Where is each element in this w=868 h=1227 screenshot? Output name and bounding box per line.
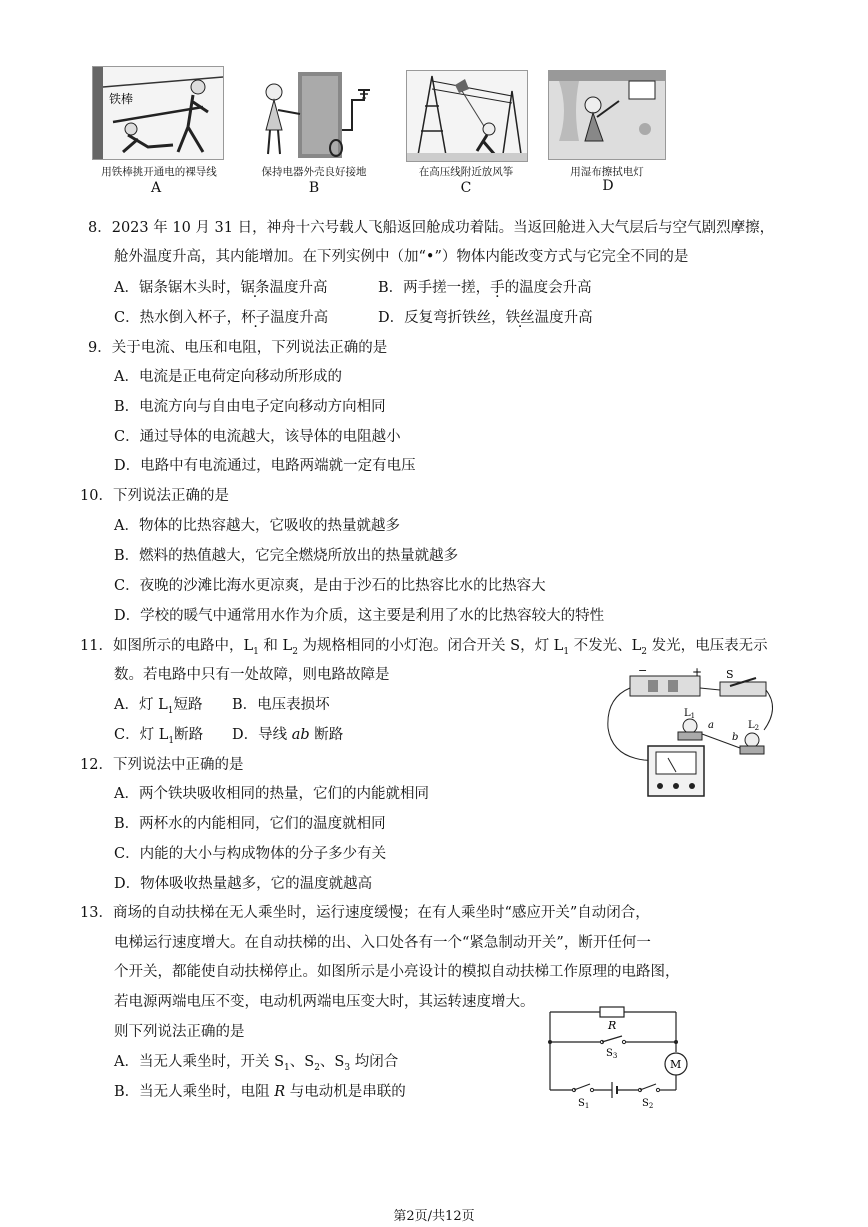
q13-stem-line3: 个开关，都能使自动扶梯停止。如图所示是小亮设计的模拟自动扶梯工作原理的电路图， [114,964,680,980]
q10-option-d: D．学校的暖气中通常用水作为介质，这主要是利用了水的比热容较大的特性 [114,608,605,624]
switch-s2-label: $S_2$ [642,1098,654,1108]
figure-d-letter: D [602,178,614,194]
emphasis-dot-symbol: • [425,249,435,265]
motor-m-label: M [670,1058,682,1071]
q8-stem-line1: 8．2023 年 10 月 31 日，神舟十六号载人飞船返回舱成功着陆。当返回舱进入大气层后与空气剧烈摩擦， [88,220,775,236]
battery-minus-label: − [638,668,648,677]
q12-option-a: A．两个铁块吸收相同的热量，它们的内能就相同 [114,786,429,802]
q11-option-a: A．灯 $L_1$短路 [114,697,203,716]
q9-option-d: D．电路中有电流通过，电路两端就一定有电压 [114,458,416,474]
q10-stem: 10．下列说法正确的是 [80,488,229,504]
q13-stem-line2: 电梯运行速度增大。在自动扶梯的出、入口处各有一个“紧急制动开关”，断开任何一 [114,935,651,951]
switch-s1-label: $S_1$ [578,1098,590,1108]
q12-option-c: C．内能的大小与构成物体的分子多少有关 [114,846,387,862]
figure-a-image [92,66,224,160]
iron-rod-label: 铁棒 [109,92,134,106]
resistor-r-label: R [608,1019,617,1032]
figure-b-caption: 保持电器外壳良好接地 [261,166,367,178]
q11-circuit-figure [604,668,782,800]
q11-stem-line2: 数。若电路中只有一处故障，则电路故障是 [114,667,390,683]
figure-c-image [406,70,528,162]
q11-option-c: C．灯 $L_1$断路 [114,727,204,746]
l1-label: $L_1$ [684,708,696,720]
q9-stem: 9．关于电流、电压和电阻，下列说法正确的是 [88,340,388,356]
figure-c-caption: 在高压线附近放风筝 [418,166,514,178]
q13-stem-line4: 若电源两端电压不变，电动机两端电压变大时，其运转速度增大。 [114,994,535,1010]
q8-option-d: D．反复弯折铁丝，铁丝温度升高 [378,310,593,326]
q12-option-b: B．两杯水的内能相同，它们的温度就相同 [114,816,386,832]
q11-option-d: D．导线 ab 断路 [232,727,344,743]
q11-stem-line1: 11．如图所示的电路中，$L_1$ 和 $L_2$ 为规格相同的小灯泡。闭合开关 S，灯 $L_1$ 不发光、$L_2$ 发光，电压表无示 [80,638,768,657]
page-number-footer: 第2页/共12页 [393,1209,475,1224]
q9-option-a: A．电流是正电荷定向移动所形成的 [114,369,342,385]
figure-a-caption: 用铁棒挑开通电的裸导线 [101,166,217,178]
figure-b-image [252,70,382,158]
q10-option-b: B．燃料的热值越大，它完全燃烧所放出的热量就越多 [114,548,459,564]
q8-option-a: A．锯条锯木头时，锯条温度升高 [114,280,328,296]
q9-option-c: C．通过导体的电流越大，该导体的电阻越小 [114,429,401,445]
l2-label: $L_2$ [748,720,760,732]
switch-s-label: S [726,668,734,681]
point-a-label: a [708,720,714,731]
q10-option-a: A．物体的比热容越大，它吸收的热量就越多 [114,518,400,534]
figure-b-letter: B [308,180,320,196]
q11-option-b: B．电压表损坏 [232,697,330,713]
q13-stem-line1: 13．商场的自动扶梯在无人乘坐时，运行速度缓慢；在有人乘坐时“感应开关”自动闭合， [80,905,650,921]
figure-d-caption: 用湿布擦拭电灯 [570,166,644,178]
q13-stem-line5: 则下列说法正确的是 [114,1024,245,1040]
q12-stem: 12．下列说法中正确的是 [80,757,244,773]
q13-option-a: A．当无人乘坐时，开关 $S_1$、$S_2$、$S_3$ 均闭合 [114,1054,399,1073]
q8-option-b: B．两手搓一搓，手的温度会升高 [378,280,592,296]
q8-option-c: C．热水倒入杯子，杯子温度升高 [114,310,329,326]
q13-option-b: B．当无人乘坐时，电阻 R 与电动机是串联的 [114,1084,406,1100]
q8-stem-line2: 舱外温度升高，其内能增加。在下列实例中（加“•”）物体内能改变方式与它完全不同的是 [114,249,689,265]
point-b-label: b [732,732,739,743]
figure-d-image [548,70,666,160]
switch-s3-label: $S_3$ [606,1048,618,1060]
q13-circuit-diagram [544,1004,700,1108]
battery-plus-label: + [692,668,703,679]
figure-c-letter: C [460,180,472,196]
figure-a-letter: A [150,180,162,196]
q10-option-c: C．夜晚的沙滩比海水更凉爽，是由于沙石的比热容比水的比热容大 [114,578,546,594]
q12-option-d: D．物体吸收热量越多，它的温度就越高 [114,876,373,892]
q9-option-b: B．电流方向与自由电子定向移动方向相同 [114,399,386,415]
